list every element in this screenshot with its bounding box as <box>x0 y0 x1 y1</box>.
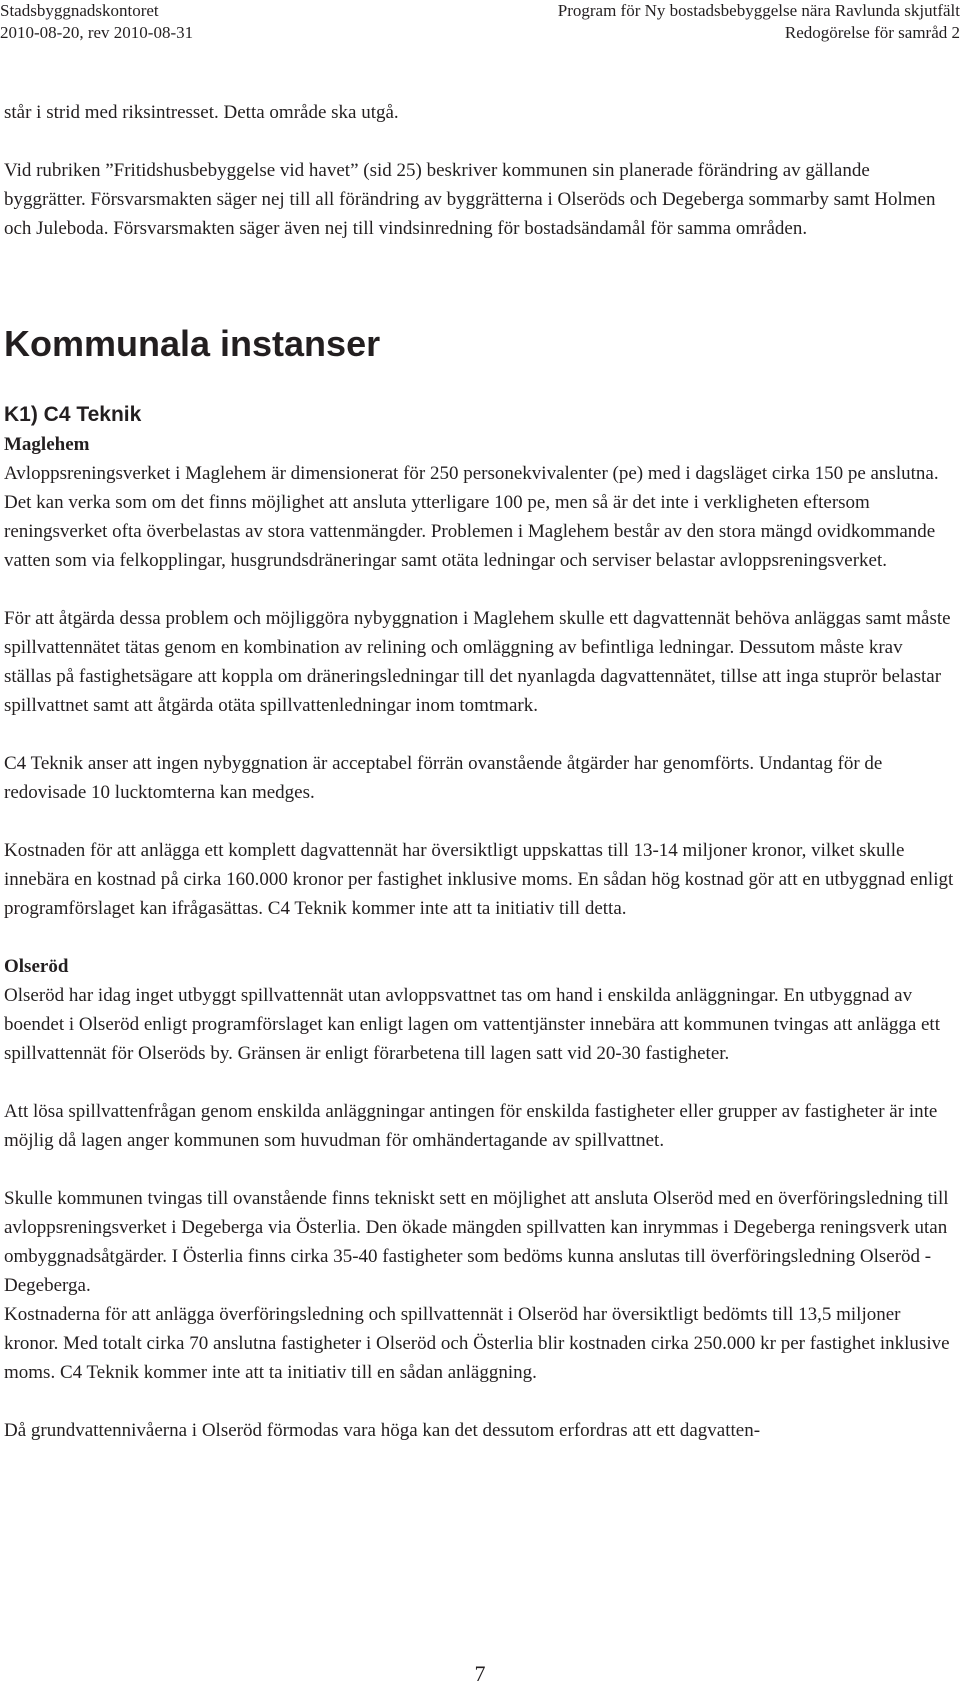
intro-paragraph-2: Vid rubriken ”Fritidshusbebyggelse vid havet” (sid 25) beskriver kommunen sin planerade förändring av gällande byggrätter. Försvarsmakten säger nej till all förändring av byggrätterna i Olseröds och Degeberga sommarby samt Holmen och Juleboda. Försvarsmakten säger även nej till vindsinredning för bostadsändamål för samma områden. <box>4 160 936 239</box>
header-left <box>0 0 193 44</box>
header-department: Stadsbyggnadskontoret <box>0 1 159 20</box>
section-title: Kommunala instanser <box>4 323 381 364</box>
maglehem-paragraph-4: Kostnaden för att anlägga ett komplett dagvattennät har översiktligt uppskattas till 13-14 miljoner kronor, vilket skulle innebära en kostnad på cirka 160.000 kronor per fastighet inklusive moms. En sådan hög kostnad gör att en utbyggnad enligt programförslaget kan ifrågasättas. C4 Teknik kommer inte att ta initiativ till detta. <box>4 840 954 919</box>
header-right <box>558 0 960 44</box>
maglehem-paragraph-3: C4 Teknik anser att ingen nybyggnation är acceptabel förrän ovanstående åtgärder har genomförts. Undantag för de redovisade 10 lucktomterna kan medges. <box>4 753 883 803</box>
section-subtitle: K1) C4 Teknik <box>4 403 142 426</box>
olserod-paragraph-5: Då grundvattennivåerna i Olseröd förmodas vara höga kan det dessutom erfordras att ett dagvatten- <box>4 1420 761 1441</box>
page-number: 7 <box>474 1661 486 1686</box>
intro-text <box>4 98 954 243</box>
maglehem-paragraph-2: För att åtgärda dessa problem och möjliggöra nybyggnation i Maglehem skulle ett dagvattennät behöva anläggas samt måste spillvattennätet tätas genom en kombination av relining och omläggning av befintliga ledningar. Dessutom måste krav ställas på fastighetsägare att koppla om dräneringsledningar till det nyanlagda dagvattennätet, tillse att inga stuprör belastar spillvattnet samt att åtgärda otäta spillvattenledningar inom tomtmark. <box>4 608 951 716</box>
olserod-paragraph-4: Kostnaderna för att anlägga överföringsledning och spillvattennät i Olseröd har översiktligt bedömts till 13,5 miljoner kronor. Med totalt cirka 70 anslutna fastigheter i Olseröd och Österlia blir kostnaden cirka 250.000 kr per fastighet inklusive moms. C4 Teknik kommer inte att ta initiativ till en sådan anläggning. <box>4 1304 950 1383</box>
maglehem-paragraph-1: Avloppsreningsverket i Maglehem är dimensionerat för 250 personekvivalenter (pe) med i dagsläget cirka 150 pe anslutna. Det kan verka som om det finns möjlighet att ansluta ytterligare 100 pe, men så är det inte i verkligheten eftersom reningsverket ofta överbelastas av stora vattenmängder. Problemen i Maglehem består av den stora mängd ovidkommande vatten som via felkopplingar, husgrundsdräneringar samt otäta ledningar och serviser belastar avloppsreningsverket. <box>4 463 939 571</box>
section-body <box>4 400 954 1445</box>
header-date: 2010-08-20, rev 2010-08-31 <box>0 23 194 42</box>
olserod-paragraph-2: Att lösa spillvattenfrågan genom enskilda anläggningar antingen för enskilda fastigheter eller grupper av fastigheter är inte möjlig då lagen anger kommunen som huvudman för omhändertagande av spillvattnet. <box>4 1101 938 1151</box>
header-program-title: Program för Ny bostadsbebyggelse nära Ravlunda skjutfält <box>557 1 960 20</box>
olserod-paragraph-1: Olseröd har idag inget utbyggt spillvattennät utan avloppsvattnet tas om hand i enskilda anläggningar. En utbyggnad av boendet i Olseröd enligt programförslaget kan enligt lagen om vattentjänster innebära att kommunen tvingas att anlägga ett spillvattennät för Olseröds by. Gränsen är enligt förarbetena till lagen satt vid 20-30 fastigheter. <box>4 985 940 1064</box>
intro-paragraph-1: står i strid med riksintresset. Detta område ska utgå. <box>4 102 399 123</box>
olserod-paragraph-3: Skulle kommunen tvingas till ovanstående finns tekniskt sett en möjlighet att ansluta Olseröd med en överföringsledning till avloppsreningsverket i Degeberga via Österlia. Den ökade mängden spillvatten kan inrymmas i Degeberga reningsverk utan ombyggnadsåtgärder. I Österlia finns cirka 35-40 fastigheter som bedöms kunna anslutas till överföringsledning Olseröd - Degeberga. <box>4 1188 949 1296</box>
maglehem-heading: Maglehem <box>4 434 90 455</box>
olserod-heading: Olseröd <box>4 956 69 977</box>
header-document-title: Redogörelse för samråd 2 <box>784 23 960 42</box>
